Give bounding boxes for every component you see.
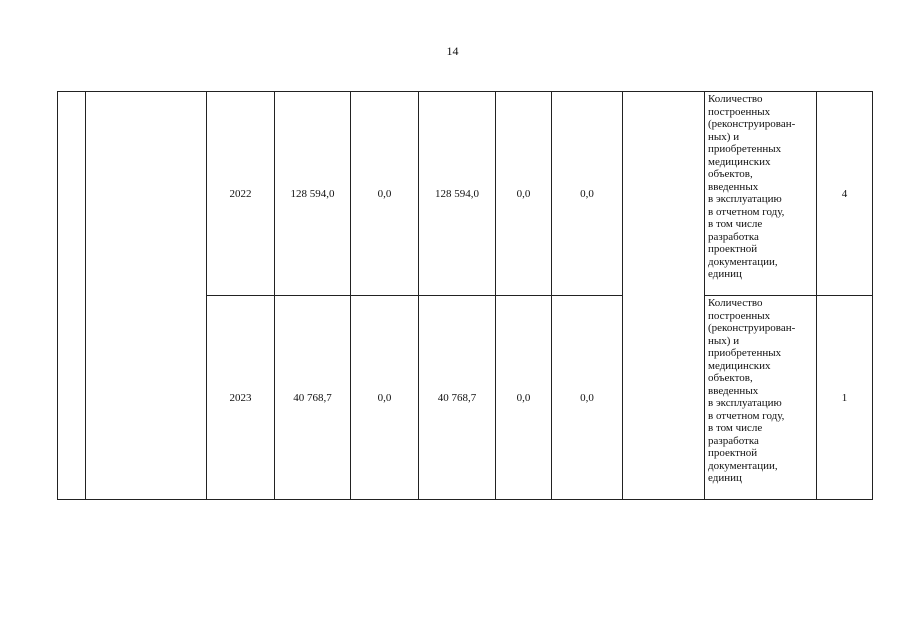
indicator-line: построенных — [708, 309, 771, 322]
indicator-line: медицинских — [708, 359, 771, 372]
indicator-line: ных) и — [708, 130, 740, 143]
total-cell: 40 768,7 — [275, 296, 351, 500]
indicator-line: введенных — [708, 180, 759, 193]
measure-name-cell — [86, 92, 207, 500]
indicator-line: построенных — [708, 105, 771, 118]
indicator-line: единиц — [708, 472, 742, 484]
indicator-line: приобретенных — [708, 347, 782, 359]
indicator-line: в эксплуатацию — [708, 397, 782, 409]
indicator-line: в отчетном году, — [708, 205, 785, 218]
indicator-line: проектной — [708, 447, 758, 459]
indicator-value-cell: 4 — [817, 92, 873, 296]
indicator-line: медицинских — [708, 155, 771, 168]
funding-cell-a: 0,0 — [351, 92, 419, 296]
funding-cell-b: 40 768,7 — [419, 296, 496, 500]
row-number-cell — [58, 92, 86, 500]
funding-cell-d: 0,0 — [552, 92, 623, 296]
indicator-line: в том числе — [708, 218, 763, 230]
indicator-value-cell: 1 — [817, 296, 873, 500]
indicator-line: документации, — [708, 459, 778, 472]
indicator-line: в отчетном году, — [708, 409, 785, 422]
funding-cell-d: 0,0 — [552, 296, 623, 500]
indicator-line: проектной — [708, 243, 758, 255]
year-cell: 2022 — [207, 92, 275, 296]
total-cell: 128 594,0 — [275, 92, 351, 296]
indicator-cell — [705, 92, 817, 296]
indicator-line: в эксплуатацию — [708, 193, 782, 205]
indicator-line: разработка — [708, 230, 759, 243]
budget-table — [57, 91, 873, 500]
indicator-line: Количество — [708, 297, 763, 309]
funding-cell-c: 0,0 — [496, 296, 552, 500]
indicator-line: объектов, — [708, 372, 753, 384]
page-number: 14 — [446, 44, 459, 58]
indicator-line: единиц — [708, 268, 742, 280]
indicator-line: в том числе — [708, 422, 763, 434]
funding-cell-b: 128 594,0 — [419, 92, 496, 296]
indicator-line: документации, — [708, 255, 778, 268]
indicator-line: Количество — [708, 93, 763, 105]
funding-cell-c: 0,0 — [496, 92, 552, 296]
indicator-line: (реконструирован- — [708, 322, 796, 334]
indicator-line: ных) и — [708, 334, 740, 347]
table-row — [58, 92, 873, 296]
year-cell: 2023 — [207, 296, 275, 500]
funding-cell-a: 0,0 — [351, 296, 419, 500]
indicator-line: введенных — [708, 384, 759, 397]
indicator-line: (реконструирован- — [708, 118, 796, 130]
indicator-line: приобретенных — [708, 143, 782, 155]
indicator-cell — [705, 296, 817, 500]
executor-cell — [623, 92, 705, 500]
indicator-line: объектов, — [708, 168, 753, 180]
indicator-line: разработка — [708, 434, 759, 447]
